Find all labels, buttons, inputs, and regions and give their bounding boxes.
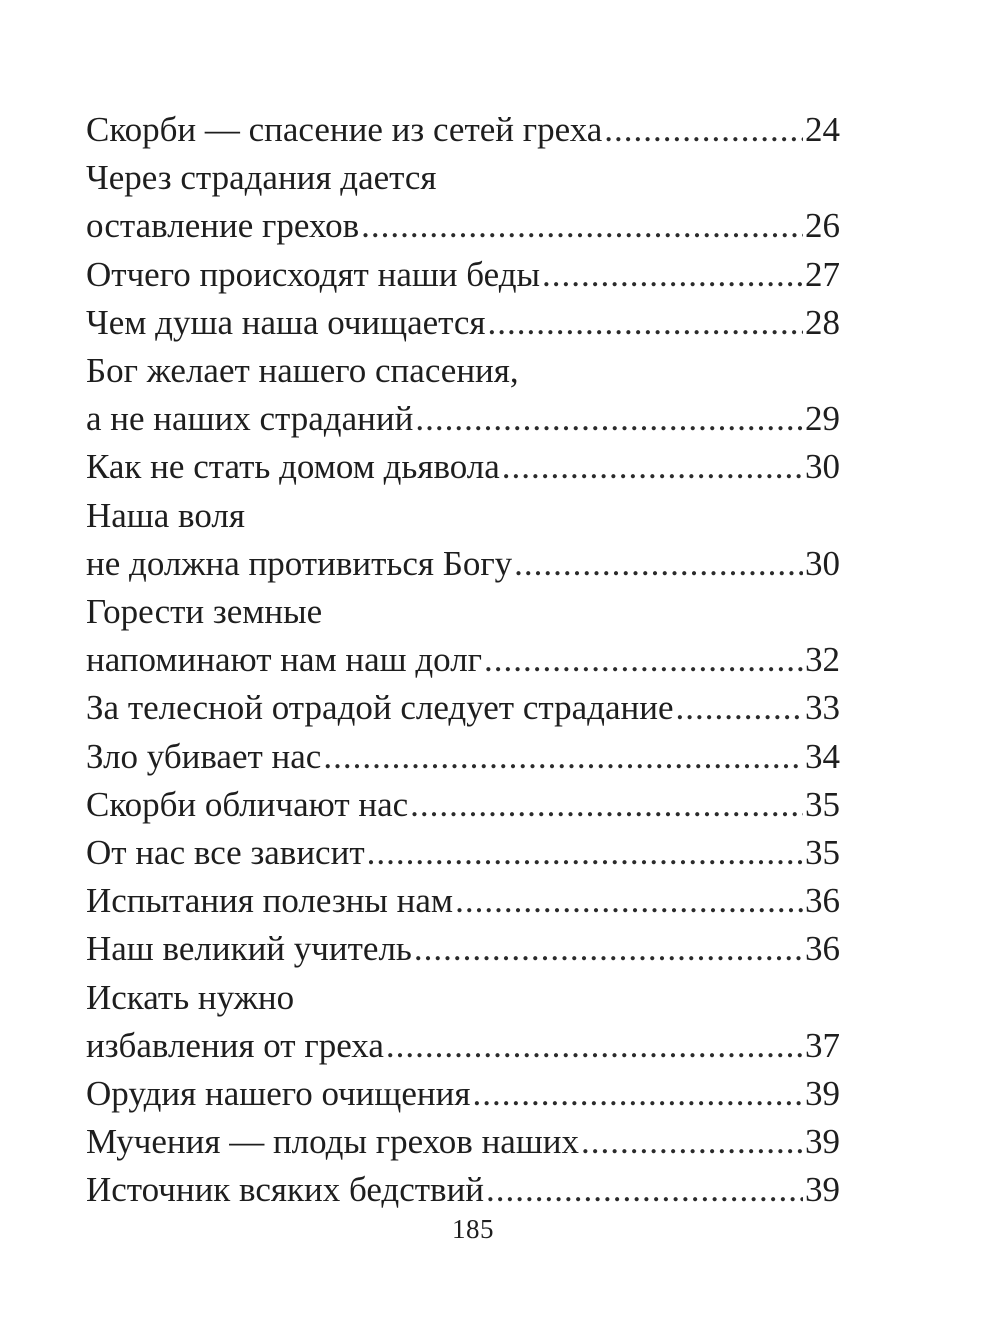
toc-entry[interactable] xyxy=(86,1118,840,1166)
toc-entry-title: От нас все зависит xyxy=(86,833,365,873)
toc-entry-page-number: 27 xyxy=(805,254,840,294)
dot-leader xyxy=(472,1070,803,1118)
dot-leader xyxy=(604,106,803,154)
toc-entry-title: Мучения — плоды грехов наших xyxy=(86,1122,580,1162)
toc-entry-row xyxy=(86,395,840,443)
toc-entry-row xyxy=(86,443,840,491)
dot-leader xyxy=(410,781,803,829)
dot-leader xyxy=(488,299,803,347)
toc-entry-page-number: 30 xyxy=(805,543,840,583)
toc-entry-title-first-line: Через страдания дается xyxy=(86,158,437,198)
toc-entry-page-number: 36 xyxy=(805,881,840,921)
toc-entry[interactable] xyxy=(86,781,840,829)
toc-entry-page-number: 28 xyxy=(805,302,840,342)
toc-entry-row xyxy=(86,1166,840,1214)
toc-entry-page-number: 39 xyxy=(805,1170,840,1210)
toc-entry-title: Источник всяких бедствий xyxy=(86,1170,485,1210)
toc-entry[interactable] xyxy=(86,925,840,973)
toc-entry-title: Орудия нашего очищения xyxy=(86,1074,471,1114)
toc-entry[interactable] xyxy=(86,347,840,443)
dot-leader xyxy=(367,829,803,877)
toc-entry-page-number: 32 xyxy=(805,640,840,680)
toc-entry-row xyxy=(86,829,840,877)
dot-leader xyxy=(323,733,803,781)
toc-entry-row xyxy=(86,1070,840,1118)
toc-entry-page-number: 26 xyxy=(805,206,840,246)
toc-entry-page-number: 35 xyxy=(805,833,840,873)
toc-entry-title: Скорби обличают нас xyxy=(86,784,409,824)
toc-entry-title: Скорби — спасение из сетей греха xyxy=(86,110,603,149)
dot-leader xyxy=(415,395,803,443)
dot-leader xyxy=(542,251,803,299)
toc-entry-title: напоминают нам наш долг xyxy=(86,640,483,680)
toc-entry-title: избавления от греха xyxy=(86,1025,384,1065)
toc-entry-row xyxy=(86,106,840,154)
toc-entry-row xyxy=(86,299,840,347)
toc-entry-row xyxy=(86,877,840,925)
toc-entry-row xyxy=(86,684,840,732)
toc-entry[interactable] xyxy=(86,251,840,299)
toc-entry-title: Как не стать домом дьявола xyxy=(86,447,500,487)
toc-entry-title: Наш великий учитель xyxy=(86,929,412,969)
dot-leader xyxy=(581,1118,803,1166)
toc-entry-title-first-line: Горести земные xyxy=(86,592,323,632)
dot-leader xyxy=(455,877,803,925)
toc-entry-page-number: 39 xyxy=(805,1074,840,1114)
toc-entry[interactable] xyxy=(86,829,840,877)
toc-entry[interactable] xyxy=(86,154,840,250)
toc-entry[interactable] xyxy=(86,492,840,588)
toc-entry[interactable] xyxy=(86,106,840,154)
dot-leader xyxy=(361,202,803,250)
toc-entry[interactable] xyxy=(86,733,840,781)
toc-entry-title-first-line: Бог желает нашего спасения, xyxy=(86,351,519,391)
toc-entry-page-number: 37 xyxy=(805,1025,840,1065)
toc-entry[interactable] xyxy=(86,684,840,732)
toc-entry-title: Зло убивает нас xyxy=(86,736,322,776)
toc-entry-title: Чем душа наша очищается xyxy=(86,302,486,342)
toc-entry-page-number: 39 xyxy=(805,1122,840,1162)
toc-entry-title: не должна противиться Богу xyxy=(86,543,513,583)
toc-entry-row xyxy=(86,251,840,299)
dot-leader xyxy=(484,636,803,684)
toc-entry-title: Отчего происходят наши беды xyxy=(86,254,541,294)
toc-entry-page-number: 30 xyxy=(805,447,840,487)
toc-entry-row xyxy=(86,781,840,829)
toc-entry-title: За телесной отрадой следует страдание xyxy=(86,688,674,728)
toc-entry-row xyxy=(86,540,840,588)
dot-leader xyxy=(502,443,803,491)
toc-entry[interactable] xyxy=(86,443,840,491)
toc-entry-page-number: 34 xyxy=(805,736,840,776)
toc-entry-row xyxy=(86,925,840,973)
toc-entry-row xyxy=(86,636,840,684)
dot-leader xyxy=(386,1022,803,1070)
toc-entry-page-number: 36 xyxy=(805,929,840,969)
toc-entry-title-first-line: Наша воля xyxy=(86,495,245,535)
toc-entry-page-number: 29 xyxy=(805,399,840,439)
dot-leader xyxy=(414,925,803,973)
toc-entry[interactable] xyxy=(86,974,840,1070)
toc-entry-title: оставление грехов xyxy=(86,206,360,246)
toc-entry-row xyxy=(86,202,840,250)
toc-entry-title: Испытания полезны нам xyxy=(86,881,454,921)
toc-entry[interactable] xyxy=(86,588,840,684)
dot-leader xyxy=(514,540,803,588)
table-of-contents xyxy=(86,106,840,1215)
toc-entry[interactable] xyxy=(86,1070,840,1118)
toc-entry-row xyxy=(86,1118,840,1166)
toc-entry-page-number: 33 xyxy=(805,688,840,728)
toc-entry[interactable] xyxy=(86,299,840,347)
toc-entry[interactable] xyxy=(86,877,840,925)
toc-entry-row xyxy=(86,1022,840,1070)
toc-entry-row xyxy=(86,733,840,781)
toc-entry-page-number: 35 xyxy=(805,784,840,824)
toc-entry[interactable] xyxy=(86,1166,840,1214)
page-number-footer: 185 xyxy=(452,1214,494,1244)
toc-entry-page-number: 24 xyxy=(805,110,840,149)
dot-leader xyxy=(486,1166,803,1214)
toc-entry-title: а не наших страданий xyxy=(86,399,414,439)
dot-leader xyxy=(675,684,803,732)
toc-entry-title-first-line: Искать нужно xyxy=(86,977,295,1017)
